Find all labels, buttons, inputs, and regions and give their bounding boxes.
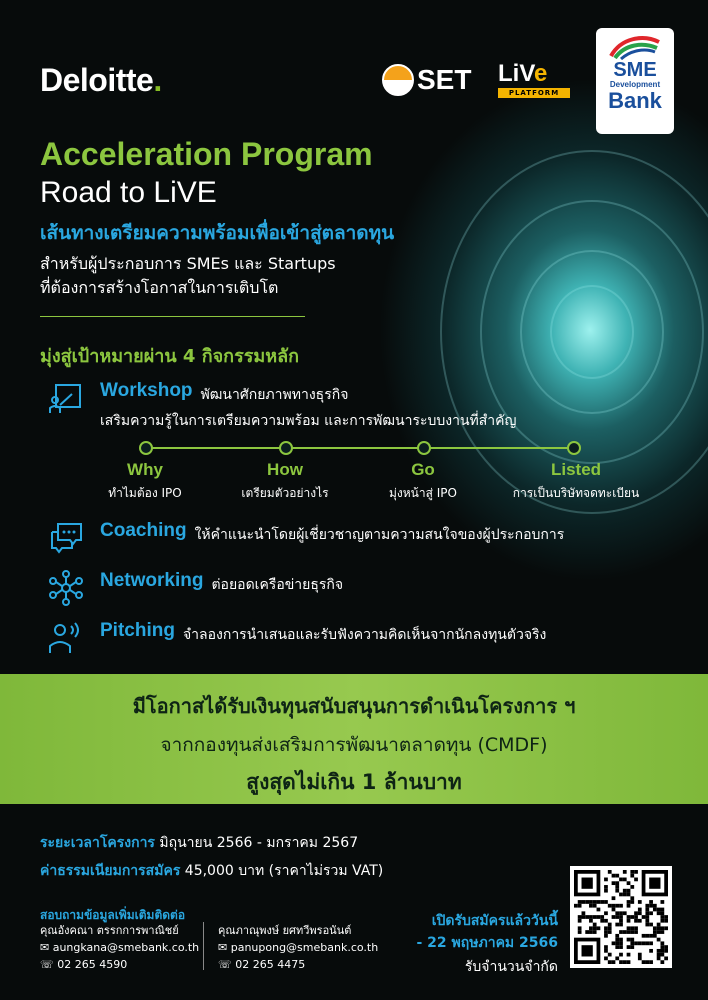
activity-coaching: Coaching ให้คำแนะนำโดยผู้เชี่ยวชาญตามความสนใจของผู้ประกอบการ [48, 520, 564, 556]
sme-bank-logo: SME Development Bank [596, 28, 674, 134]
sme-swoosh-icon [607, 34, 663, 60]
set-logo: SET [382, 64, 471, 96]
timeline-line [144, 447, 574, 449]
email-icon: ✉ [40, 941, 53, 954]
deloitte-logo: Deloitte. [40, 62, 162, 98]
contact-phone[interactable]: 02 265 4590 [57, 958, 128, 971]
workshop-detail: เสริมความรู้ในการเตรียมความพร้อม และการพัฒนาระบบงานที่สำคัญ [100, 413, 517, 429]
live-platform-logo: LiVe PLATFORM [498, 62, 570, 100]
timeline-step-why: Why ทำไมต้อง IPO [108, 460, 182, 500]
contact-person-2: คุณภาณุพงษ์ ยศทวีพรอนันต์ ✉ panupong@smebank.co.th ☏ 02 265 4475 [218, 924, 379, 971]
timeline-dot [417, 441, 431, 455]
timeline-step-how: How เตรียมตัวอย่างไร [241, 460, 329, 500]
divider [203, 922, 204, 970]
contact-title: สอบถามข้อมูลเพิ่มเติมติดต่อ [40, 908, 186, 922]
timeline-dot [139, 441, 153, 455]
program-period: ระยะเวลาโครงการ มิถุนายน 2566 - มกราคม 2567 [40, 835, 359, 851]
activity-networking: Networking ต่อยอดเครือข่ายธุรกิจ [48, 570, 343, 606]
activity-pitching: Pitching จำลองการนำเสนอและรับฟังความคิดเห็นจากนักลงทุนตัวจริง [48, 620, 546, 656]
phone-icon: ☏ [218, 958, 236, 971]
contact-email[interactable]: aungkana@smebank.co.th [52, 941, 200, 954]
network-icon [48, 570, 84, 606]
qr-code-icon [574, 870, 668, 964]
activity-workshop: Workshop พัฒนาศักยภาพทางธุรกิจ [48, 380, 348, 416]
email-icon: ✉ [218, 941, 231, 954]
funding-banner: มีโอกาสได้รับเงินทุนสนับสนุนการดำเนินโครงการ ฯ จากกองทุนส่งเสริมการพัฒนาตลาดทุน (CMDF) สูงสุดไม่เกิน 1 ล้านบาท [0, 674, 708, 804]
contact-person-1: คุณอังคณา ตรรกการพาณิชย์ ✉ aungkana@smebank.co.th ☏ 02 265 4590 [40, 924, 200, 971]
program-subtitle: Road to LiVE [40, 176, 217, 209]
contact-email[interactable]: panupong@smebank.co.th [230, 941, 379, 954]
program-description: สำหรับผู้ประกอบการ SMEs และ Startups ที่ต้องการสร้างโอกาสในการเติบโต [40, 254, 336, 297]
goal-heading: มุ่งสู่เป้าหมายผ่าน 4 กิจกรรมหลัก [40, 346, 300, 367]
chat-icon [48, 520, 84, 556]
speaker-icon [48, 620, 84, 656]
program-title: Acceleration Program [40, 136, 373, 172]
timeline-dot [567, 441, 581, 455]
tunnel-ring [550, 285, 634, 379]
timeline-step-listed: Listed การเป็นบริษัทจดทะเบียน [512, 460, 640, 500]
program-tagline: เส้นทางเตรียมความพร้อมเพื่อเข้าสู่ตลาดทุน [40, 222, 395, 244]
application-fee: ค่าธรรมเนียมการสมัคร 45,000 บาท (ราคาไม่รวม VAT) [40, 863, 384, 879]
qr-code[interactable] [570, 866, 672, 968]
presentation-icon [48, 380, 84, 416]
phone-icon: ☏ [40, 958, 58, 971]
timeline-step-go: Go มุ่งหน้าสู่ IPO [389, 460, 457, 500]
set-logo-mark [382, 64, 414, 96]
divider [40, 316, 305, 317]
contact-phone[interactable]: 02 265 4475 [235, 958, 306, 971]
registration-info: เปิดรับสมัครแล้ววันนี้ - 22 พฤษภาคม 2566 รับจำนวนจำกัด [416, 913, 558, 975]
timeline-dot [279, 441, 293, 455]
